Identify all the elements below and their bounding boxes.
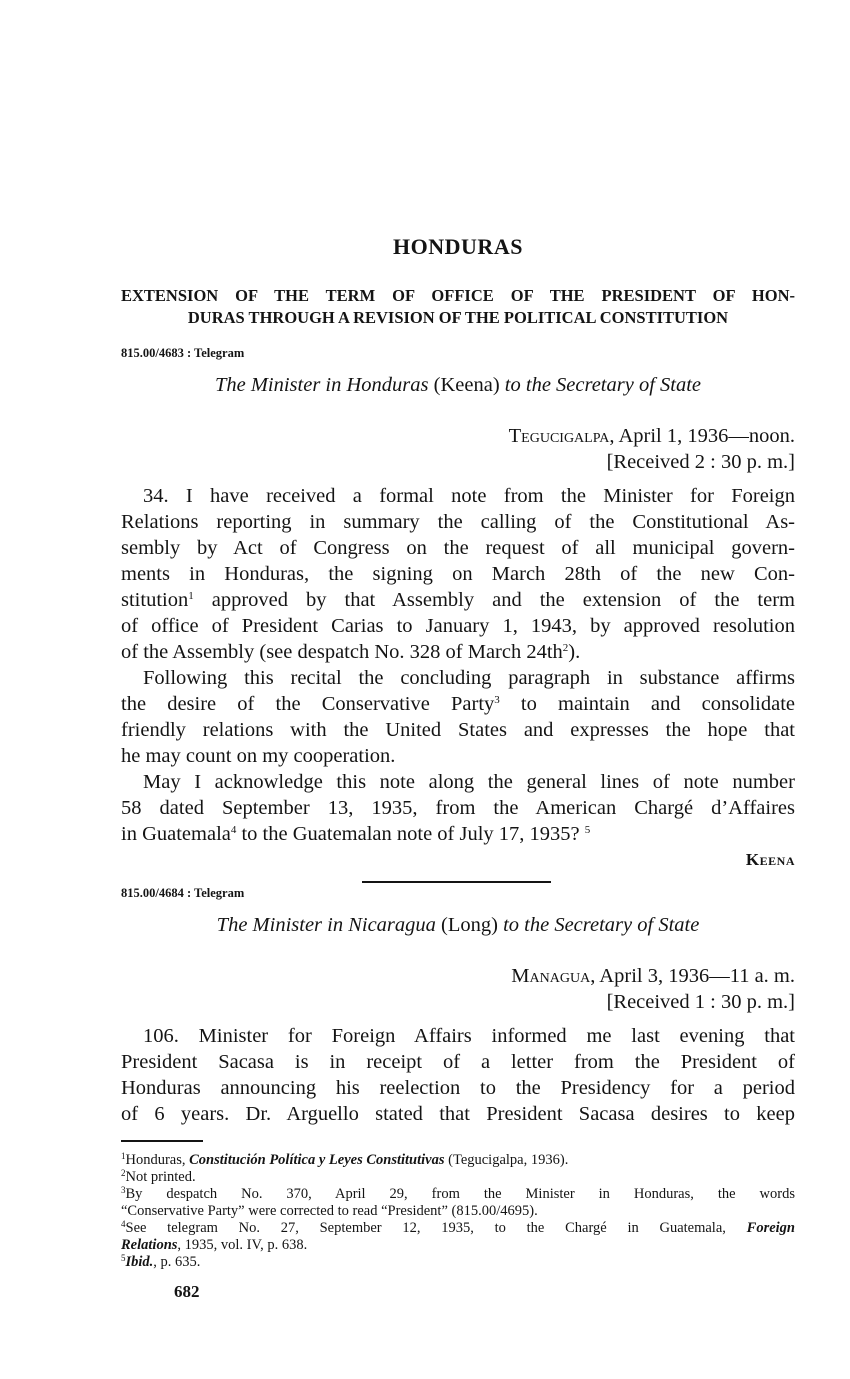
text-fragment: the desire of the Conservative Party bbox=[121, 693, 495, 715]
document-heading bbox=[121, 374, 795, 397]
text-line: friendly relations with the United States and expresses the hope that bbox=[121, 719, 795, 741]
footnote bbox=[121, 1254, 795, 1271]
heading-text: The Minister in Honduras bbox=[214, 374, 434, 396]
dateline bbox=[509, 423, 795, 475]
paragraph bbox=[121, 483, 795, 665]
country-heading: HONDURAS bbox=[393, 234, 523, 259]
text-line: sembly by Act of Congress on the request of all municipal govern- bbox=[121, 537, 795, 559]
footnote bbox=[121, 1186, 795, 1203]
text-line: 106. Minister for Foreign Affairs informed me last evening that bbox=[143, 1025, 795, 1047]
text-line bbox=[121, 639, 795, 665]
heading-text: to the Secretary of State bbox=[497, 914, 700, 936]
footnote-ref: 2 bbox=[562, 642, 569, 654]
footnote-text: , p. 635. bbox=[153, 1254, 201, 1270]
text-line bbox=[121, 821, 795, 847]
paragraph bbox=[121, 1023, 795, 1127]
received-time: [Received 1 : 30 p. m.] bbox=[606, 991, 795, 1013]
footnote-ref: 3 bbox=[494, 694, 500, 706]
text-line: Relations reporting in summary the calling of the Constitutional As- bbox=[121, 511, 795, 533]
footnote-text: Not printed. bbox=[125, 1169, 196, 1185]
footnote-mark: 2 bbox=[121, 1168, 126, 1178]
dateline bbox=[511, 963, 795, 1015]
footnote bbox=[121, 1152, 795, 1169]
text-fragment: in Guatemala bbox=[121, 823, 231, 845]
text-line: Honduras announcing his reelection to the Presidency for a period bbox=[121, 1077, 795, 1099]
text-line: 58 dated September 13, 1935, from the American Chargé d’Affaires bbox=[121, 797, 795, 819]
heading-text: The Minister in Nicaragua bbox=[216, 914, 442, 936]
subject-title bbox=[121, 285, 795, 329]
text-line: of office of President Carias to January 1, 1943, by approved resolution bbox=[121, 615, 795, 637]
text-line bbox=[121, 587, 795, 613]
footnote-continuation: “Conservative Party” were corrected to read “President” (815.00/4695). bbox=[121, 1203, 538, 1219]
text-line: President Sacasa is in receipt of a letter from the President of bbox=[121, 1051, 795, 1073]
subject-line-2: DURAS THROUGH A REVISION OF THE POLITICAL CONSTITUTION bbox=[187, 308, 729, 327]
heading-name: (Long) bbox=[441, 914, 498, 936]
place-name: Tegucigalpa bbox=[508, 425, 610, 447]
heading-name: (Keena) bbox=[433, 374, 500, 396]
footnote bbox=[121, 1169, 795, 1186]
footnote-text: (Tegucigalpa, 1936). bbox=[444, 1152, 569, 1168]
date-text: , April 1, 1936—noon. bbox=[609, 425, 795, 447]
text-fragment: to maintain and consolidate bbox=[499, 693, 795, 715]
text-line: 34. I have received a formal note from the Minister for Foreign bbox=[143, 485, 795, 507]
footnote bbox=[121, 1220, 795, 1237]
paragraph bbox=[121, 769, 795, 847]
footnote-mark: 1 bbox=[121, 1151, 126, 1161]
footnote-title: Relations bbox=[121, 1237, 178, 1253]
footnotes bbox=[121, 1152, 795, 1271]
place-name: Managua bbox=[511, 965, 591, 987]
footnote-text: Honduras, bbox=[125, 1152, 190, 1168]
footnote-rule bbox=[121, 1140, 203, 1142]
received-time: [Received 2 : 30 p. m.] bbox=[606, 451, 795, 473]
text-line bbox=[121, 691, 795, 717]
text-line: May I acknowledge this note along the general lines of note number bbox=[143, 771, 795, 793]
footnote-title: Ibid. bbox=[125, 1254, 154, 1270]
heading-text: to the Secretary of State bbox=[499, 374, 702, 396]
footnote-ref: 5 bbox=[584, 824, 591, 836]
footnote-title: Foreign bbox=[746, 1220, 795, 1236]
document-heading bbox=[121, 914, 795, 937]
page-number: 682 bbox=[174, 1282, 200, 1301]
file-reference: 815.00/4684 : Telegram bbox=[121, 886, 245, 900]
footnote-mark: 3 bbox=[121, 1185, 126, 1195]
text-fragment: of the Assembly (see despatch No. 328 of March 24th bbox=[121, 641, 563, 663]
text-line: ments in Honduras, the signing on March 28th of the new Con- bbox=[121, 563, 795, 585]
footnote-title: Constitución Política y Leyes Constitutivas bbox=[189, 1152, 445, 1168]
text-fragment: ). bbox=[568, 641, 581, 663]
footnote-text: By despatch No. 370, April 29, from the Minister in Honduras, the words bbox=[125, 1186, 795, 1202]
paragraph bbox=[121, 665, 795, 769]
footnote-continuation bbox=[121, 1237, 795, 1254]
footnote-text: See telegram No. 27, September 12, 1935, to the Chargé in Guatemala, bbox=[125, 1220, 747, 1236]
text-fragment: stitution bbox=[121, 589, 189, 611]
text-fragment: approved by that Assembly and the extension of the term bbox=[193, 589, 795, 611]
signature: Keena bbox=[745, 850, 795, 869]
footnote-ref: 4 bbox=[230, 824, 237, 836]
footnote-mark: 5 bbox=[121, 1253, 126, 1263]
subject-line-1: EXTENSION OF THE TERM OF OFFICE OF THE PRESIDENT OF HON- bbox=[121, 286, 795, 305]
text-fragment: to the Guatemalan note of July 17, 1935? bbox=[236, 823, 580, 845]
footnote-ref: 1 bbox=[188, 590, 194, 602]
text-line: he may count on my cooperation. bbox=[121, 745, 396, 767]
footnote-mark: 4 bbox=[121, 1219, 126, 1229]
text-line: Following this recital the concluding paragraph in substance affirms bbox=[143, 667, 795, 689]
footnote-text: , 1935, vol. IV, p. 638. bbox=[177, 1237, 308, 1253]
date-text: , April 3, 1936—11 a. m. bbox=[590, 965, 795, 987]
section-divider bbox=[362, 881, 551, 883]
text-line: of 6 years. Dr. Arguello stated that President Sacasa desires to keep bbox=[121, 1103, 795, 1125]
file-reference: 815.00/4683 : Telegram bbox=[121, 346, 245, 360]
